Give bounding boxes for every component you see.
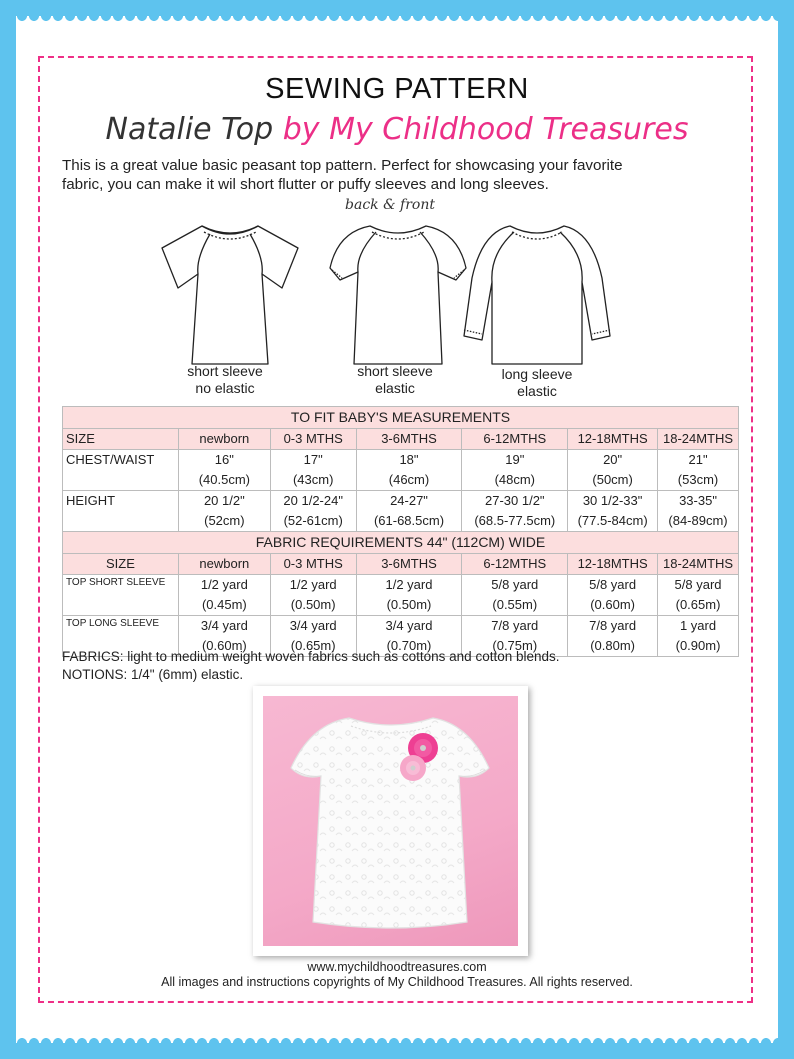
- white-top-photo-illustration: [263, 696, 518, 946]
- table-cell: 33-35" (84-89cm): [658, 491, 739, 532]
- table-cell: 21" (53cm): [658, 450, 739, 491]
- table-row: [63, 450, 739, 491]
- measurements-header-row: [63, 429, 739, 450]
- size-header: 6-12MTHS: [462, 429, 568, 450]
- size-header: 18-24MTHS: [658, 554, 739, 575]
- white-top: [291, 718, 489, 928]
- size-header: 3-6MTHS: [356, 554, 462, 575]
- short-sleeve-no-elastic-illustration: [150, 218, 310, 368]
- table-cell: 5/8 yard (0.60m): [568, 575, 658, 616]
- table-cell: 3/4 yard (0.65m): [270, 616, 356, 657]
- row-label: CHEST/WAIST: [63, 450, 179, 491]
- table-cell: 3/4 yard (0.60m): [178, 616, 270, 657]
- product-photo: [253, 686, 528, 956]
- table-cell: 5/8 yard (0.55m): [462, 575, 568, 616]
- row-label: HEIGHT: [63, 491, 179, 532]
- table-cell: 1/2 yard (0.50m): [356, 575, 462, 616]
- garment-label-1: short sleeve no elastic: [187, 363, 263, 396]
- table-cell: 3/4 yard (0.70m): [356, 616, 462, 657]
- pattern-name: Natalie Top: [105, 112, 274, 147]
- size-chart-table: [62, 406, 739, 657]
- table-cell: 18" (46cm): [356, 450, 462, 491]
- table-cell: 1/2 yard (0.45m): [178, 575, 270, 616]
- fabrics-note: FABRICS: light to medium weight woven fabrics such as cottons and cotton blends.: [62, 649, 560, 664]
- table-cell: 7/8 yard (0.75m): [462, 616, 568, 657]
- fabric-title: FABRIC REQUIREMENTS 44" (112CM) WIDE: [63, 532, 739, 554]
- pattern-subtitle: [0, 112, 794, 147]
- measurements-title-row: [63, 407, 739, 429]
- table-cell: 7/8 yard (0.80m): [568, 616, 658, 657]
- size-header: newborn: [178, 429, 270, 450]
- page-title: SEWING PATTERN: [265, 73, 529, 105]
- size-label: SIZE: [63, 429, 179, 450]
- fabric-header-row: [63, 554, 739, 575]
- table-cell: 24-27" (61-68.5cm): [356, 491, 462, 532]
- intro-line-1: This is a great value basic peasant top pattern. Perfect for showcasing your favorite: [62, 157, 623, 174]
- photo-background: [263, 696, 518, 946]
- table-cell: 27-30 1/2" (68.5-77.5cm): [462, 491, 568, 532]
- table-cell: 20" (50cm): [568, 450, 658, 491]
- table-cell: 20 1/2" (52cm): [178, 491, 270, 532]
- footer-copyright: All images and instructions copyrights of My Childhood Treasures. All rights reserved.: [161, 975, 633, 989]
- garment-label-3: long sleeve elastic: [501, 366, 573, 399]
- size-header: 0-3 MTHS: [270, 429, 356, 450]
- size-header: 6-12MTHS: [462, 554, 568, 575]
- table-cell: 1 yard (0.90m): [658, 616, 739, 657]
- size-header: 0-3 MTHS: [270, 554, 356, 575]
- notions-note: NOTIONS: 1/4" (6mm) elastic.: [62, 667, 244, 682]
- footer-url: www.mychildhoodtreasures.com: [307, 960, 487, 974]
- size-header: newborn: [178, 554, 270, 575]
- table-row: [63, 491, 739, 532]
- garment-label-2: short sleeve elastic: [357, 363, 433, 396]
- table-cell: 20 1/2-24" (52-61cm): [270, 491, 356, 532]
- table-cell: 19" (48cm): [462, 450, 568, 491]
- table-cell: 30 1/2-33" (77.5-84cm): [568, 491, 658, 532]
- brand-byline: by My Childhood Treasures: [282, 112, 689, 147]
- row-label: TOP SHORT SLEEVE: [63, 575, 179, 616]
- long-sleeve-elastic-illustration: [452, 218, 622, 368]
- row-label: TOP LONG SLEEVE: [63, 616, 179, 657]
- fabric-title-row: [63, 532, 739, 554]
- back-front-label: back & front: [345, 197, 435, 213]
- table-cell: 5/8 yard (0.65m): [658, 575, 739, 616]
- notes: [62, 648, 560, 684]
- size-header: 3-6MTHS: [356, 429, 462, 450]
- size-header: 12-18MTHS: [568, 429, 658, 450]
- size-label: SIZE: [63, 554, 179, 575]
- table-row: [63, 575, 739, 616]
- measurements-title: TO FIT BABY'S MEASUREMENTS: [63, 407, 739, 429]
- table-cell: 1/2 yard (0.50m): [270, 575, 356, 616]
- intro-text: [62, 156, 742, 194]
- table-cell: 17" (43cm): [270, 450, 356, 491]
- intro-line-2: fabric, you can make it wil short flutter or puffy sleeves and long sleeves.: [62, 176, 549, 193]
- size-header: 18-24MTHS: [658, 429, 739, 450]
- table-cell: 16" (40.5cm): [178, 450, 270, 491]
- size-header: 12-18MTHS: [568, 554, 658, 575]
